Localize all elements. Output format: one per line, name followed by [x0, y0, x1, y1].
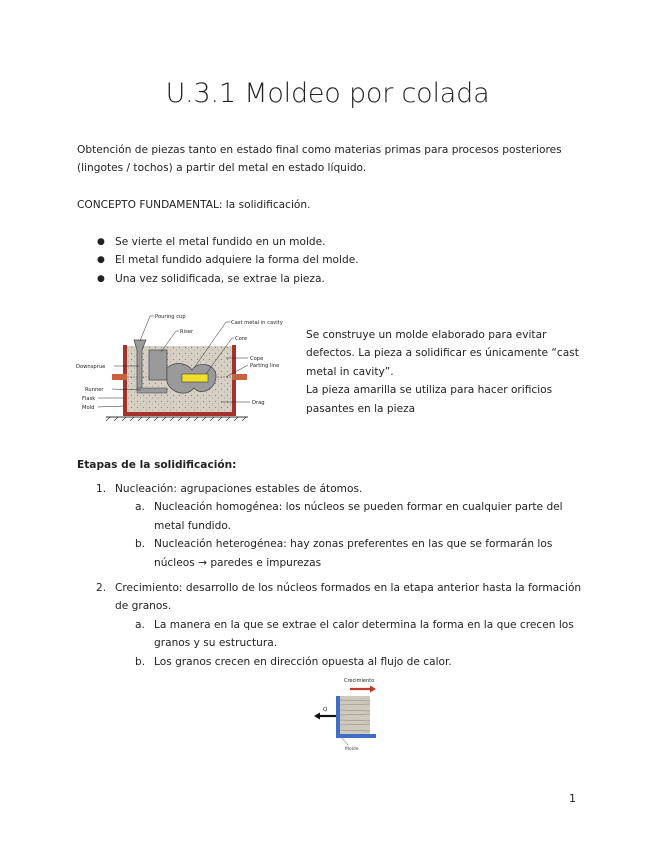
- concept-line: CONCEPTO FUNDAMENTAL: la solidificación.: [77, 199, 311, 211]
- growth-arrow-icon: [370, 686, 376, 693]
- page-title: U.3.1 Moldeo por colada: [165, 78, 490, 109]
- stage-2a-line-1: La manera en la que se extrae el calor determina la forma en la que crecen los: [154, 619, 574, 631]
- stages-heading: Etapas de la solidificación:: [77, 459, 237, 471]
- sand-casting-mold-diagram: [76, 310, 298, 425]
- label-flask: Flask: [82, 396, 96, 402]
- growth-label: Crecimiento: [344, 678, 375, 684]
- grain-growth-diagram: [312, 674, 384, 752]
- mold-text-line-5: pasantes en la pieza: [306, 403, 416, 415]
- label-parting-line: Parting line: [250, 363, 280, 369]
- label-core: Core: [235, 336, 248, 342]
- mold-text-line-3: metal in cavity”.: [306, 366, 394, 378]
- mold-wall-label: Molde: [345, 747, 359, 752]
- label-cope: Cope: [250, 356, 264, 362]
- stage-2a-line-2: granos y su estructura.: [154, 637, 278, 649]
- heat-flow-arrow-icon: [314, 713, 320, 720]
- bullet-item-1: Se vierte el metal fundido en un molde.: [115, 236, 326, 248]
- stage-2-line-2: de granos.: [115, 600, 172, 612]
- stage-1b-line-1: Nucleación heterogénea: hay zonas preferentes en las que se formarán los: [154, 538, 553, 550]
- label-downsprue: Downsprue: [76, 364, 106, 370]
- stage-2b-line-1: Los granos crecen en dirección opuesta al flujo de calor.: [154, 656, 452, 668]
- intro-line-1: Obtención de piezas tanto en estado final como materias primas para procesos posteriores: [77, 144, 562, 156]
- stage-1a-line-1: Nucleación homogénea: los núcleos se pueden formar en cualquier parte del: [154, 501, 563, 513]
- list-number: 1.: [96, 483, 107, 495]
- intro-line-2: (lingotes / tochos) a partir del metal en estado líquido.: [77, 162, 367, 174]
- label-cast-metal: Cast metal in cavity: [231, 320, 283, 326]
- bullet-marker: ●: [97, 237, 105, 247]
- stage-1a-line-2: metal fundido.: [154, 520, 232, 532]
- label-drag: Drag: [252, 400, 265, 406]
- list-letter: a.: [135, 619, 145, 631]
- stage-2-line-1: Crecimiento: desarrollo de los núcleos formados en la etapa anterior hasta la formación: [115, 582, 582, 594]
- list-letter: b.: [135, 656, 146, 668]
- heat-q-label: Q: [323, 707, 328, 713]
- stage-1-text: Nucleación: agrupaciones estables de átomos.: [115, 483, 363, 495]
- label-mold: Mold: [82, 405, 95, 411]
- list-number: 2.: [96, 582, 107, 594]
- bullet-item-3: Una vez solidificada, se extrae la pieza.: [115, 273, 325, 285]
- mold-text-line-1: Se construye un molde elaborado para evitar: [306, 329, 547, 341]
- list-letter: a.: [135, 501, 145, 513]
- label-pouring-cup: Pouring cup: [155, 314, 186, 320]
- stage-1b-line-2: núcleos → paredes e impurezas: [154, 557, 322, 569]
- bullet-marker: ●: [97, 255, 105, 265]
- list-letter: b.: [135, 538, 146, 550]
- label-riser: Riser: [180, 329, 194, 335]
- page-number: 1: [569, 792, 576, 805]
- bullet-item-2: El metal fundido adquiere la forma del molde.: [115, 254, 359, 266]
- label-runner: Runner: [85, 387, 104, 393]
- mold-text-line-2: defectos. La pieza a solidificar es únicamente “cast: [306, 347, 579, 359]
- bullet-marker: ●: [97, 274, 105, 284]
- mold-text-line-4: La pieza amarilla se utiliza para hacer orificios: [306, 384, 553, 396]
